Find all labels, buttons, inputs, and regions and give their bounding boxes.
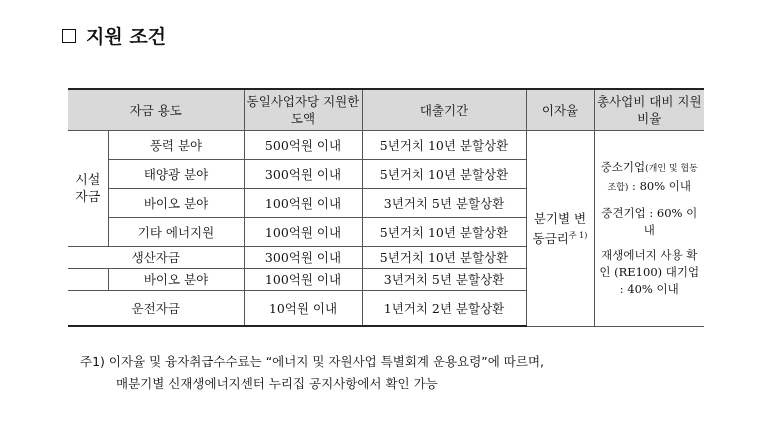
- section-title: 지원 조건: [86, 26, 167, 48]
- ratio-sme-label: 중소기업: [600, 159, 646, 174]
- row-limit: 500억원 이내: [244, 131, 362, 160]
- footnote: [80, 351, 544, 395]
- row-limit: 10억원 이내: [244, 291, 362, 327]
- row-period: 5년거치 10년 분할상환: [362, 131, 526, 160]
- row-period: 1년거치 2년 분할상환: [362, 291, 526, 327]
- row-limit: 300억원 이내: [244, 160, 362, 189]
- row-period: 5년거치 10년 분할상환: [362, 218, 526, 247]
- row-name: 운전자금: [68, 291, 244, 327]
- table-row: [68, 131, 704, 160]
- ratio-sme: [597, 159, 703, 197]
- row-period: 5년거치 10년 분할상환: [362, 160, 526, 189]
- row-limit: 300억원 이내: [244, 247, 362, 269]
- row-name: 바이오 분야: [108, 269, 244, 291]
- footnote-line-1: 주1) 이자율 및 융자취급수수료는 “에너지 및 자원사업 특별회계 운용요령”에 따르며,: [80, 354, 544, 369]
- row-limit: 100억원 이내: [244, 218, 362, 247]
- footnote-line-2: 매분기별 신재생에너지센터 누리집 공지사항에서 확인 가능: [116, 376, 438, 391]
- row-limit: 100억원 이내: [244, 269, 362, 291]
- row-blank-cell: [68, 269, 108, 291]
- ratio-midsize: 중견기업 : 60% 이내: [601, 205, 698, 237]
- section-heading: [62, 22, 166, 49]
- row-name: 기타 에너지원: [108, 218, 244, 247]
- row-limit: 100억원 이내: [244, 189, 362, 218]
- square-bullet-icon: [62, 29, 76, 43]
- ratio-sme-detail: (개인 및 협동조합): [607, 163, 698, 193]
- ratio-cell: [594, 131, 704, 327]
- row-name: 생산자금: [68, 247, 244, 269]
- row-name: 태양광 분야: [108, 160, 244, 189]
- table-header-row: [68, 89, 704, 131]
- row-period: 3년거치 5년 분할상환: [362, 189, 526, 218]
- row-name: 바이오 분야: [108, 189, 244, 218]
- row-period: 3년거치 5년 분할상환: [362, 269, 526, 291]
- ratio-re100: 재생에너지 사용 확인 (RE100) 대기업 : 40% 이내: [599, 247, 700, 296]
- header-period: 대출기간: [362, 89, 526, 131]
- row-period: 5년거치 10년 분할상환: [362, 247, 526, 269]
- rate-cell: [526, 131, 594, 327]
- header-ratio: 총사업비 대비 지원비율: [594, 89, 704, 131]
- row-name: 풍력 분야: [108, 131, 244, 160]
- support-conditions-table: [68, 88, 704, 327]
- header-limit: 동일사업자당 지원한도액: [244, 89, 362, 131]
- ratio-sme-value: : 80% 이내: [628, 178, 692, 193]
- rate-note-mark: 주 1): [568, 230, 588, 240]
- facility-category-cell: 시설 자금: [68, 131, 108, 247]
- rate-text: 분기별 변동금리: [532, 210, 587, 246]
- header-purpose: 자금 용도: [68, 89, 244, 131]
- header-rate: 이자율: [526, 89, 594, 131]
